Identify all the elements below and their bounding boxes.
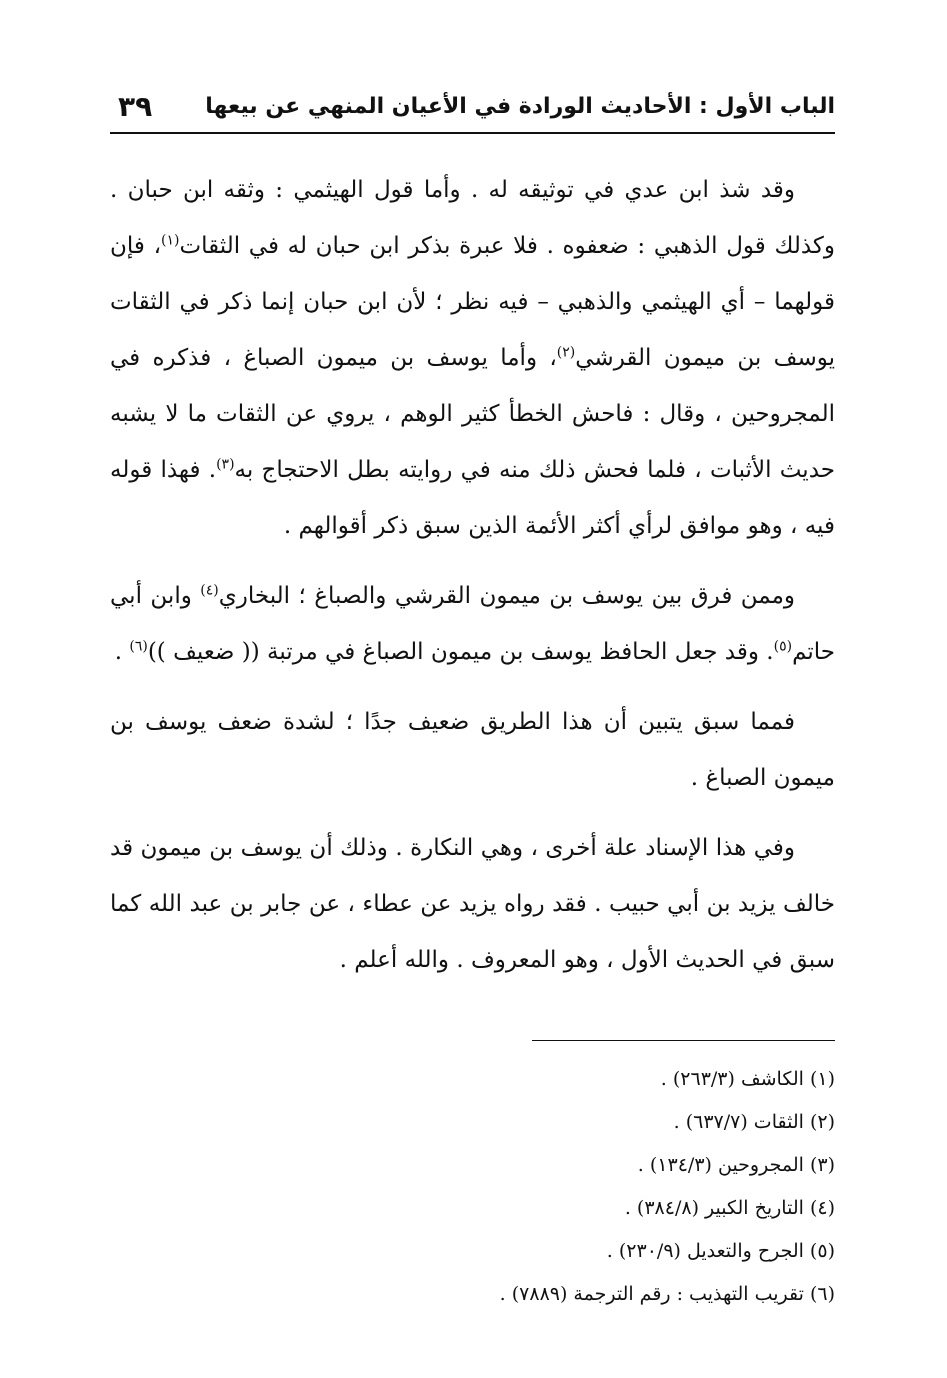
footnote-item: (١) الكاشف (٢٦٣/٣) .: [660, 1068, 835, 1090]
running-header: [110, 86, 835, 134]
footnote-item: (٣) المجروحين (١٣٤/٣) .: [637, 1154, 835, 1176]
text-run: . وقد جعل الحافظ يوسف بن ميمون الصباغ في مرتبة (( ضعيف )): [147, 639, 774, 665]
text-run: .: [114, 639, 130, 665]
paragraph: [110, 820, 835, 988]
text-run: وقد شذ ابن عدي في توثيقه له . وأما قول الهيثمي : وثقه ابن حبان . وكذلك قول الذهبي : ضعفوه . فلا عبرة بذكر ابن حبان له في الثقات: [110, 177, 835, 259]
paragraph: [110, 568, 835, 680]
text-run: وممن فرق بين يوسف بن ميمون القرشي والصباغ ؛ البخاري: [218, 583, 795, 609]
text-run: وابن أبي حاتم: [110, 583, 835, 665]
footnote-ref: (٢): [556, 344, 576, 361]
footnote-ref: (٣): [216, 456, 235, 473]
footnote-ref: (٦): [129, 638, 148, 655]
footnote-item: (٢) الثقات (٦٣٧/٧) .: [673, 1111, 835, 1133]
paragraph: [110, 694, 835, 806]
footnote-item: (٦) تقريب التهذيب : رقم الترجمة (٧٨٨٩) .: [499, 1283, 835, 1305]
footnote-item: (٤) التاريخ الكبير (٣٨٤/٨) .: [624, 1197, 835, 1219]
text-run: ، فإن قولهما – أي الهيثمي والذهبي – فيه نظر ؛ لأن ابن حبان إنما ذكر في الثقات يوسف بن ميمون القرشي: [110, 233, 836, 371]
text-run: . فهذا قوله فيه ، وهو موافق لرأي أكثر الأئمة الذين سبق ذكر أقوالهم .: [110, 457, 835, 539]
footnote-item: (٥) الجرح والتعديل (٢٣٠/٩) .: [606, 1240, 835, 1262]
footnote-divider: [532, 1040, 835, 1041]
text-run: فمما سبق يتبين أن هذا الطريق ضعيف جدًا ؛ لشدة ضعف يوسف بن ميمون الصباغ .: [110, 709, 835, 791]
footnote-ref: (١): [161, 232, 180, 249]
page-number: ٣٩: [118, 90, 153, 123]
footnote-ref: (٥): [773, 638, 793, 655]
paragraph: [110, 162, 835, 554]
text-run: ، وأما يوسف بن ميمون الصباغ ، فذكره في المجروحين ، وقال : فاحش الخطأ كثير الوهم ، يروي عن الثقات ما لا يشبه حديث الأثبات ، فلما فحش ذلك منه في روايته بطل الاحتجاج به: [110, 345, 835, 483]
main-text: [110, 162, 835, 1002]
text-run: وفي هذا الإسناد علة أخرى ، وهي النكارة . وذلك أن يوسف بن ميمون قد خالف يزيد بن أبي حبيب . فقد رواه يزيد عن عطاء ، عن جابر بن عبد الله كما سبق في الحديث الأول ، وهو المعروف . والله أعلم .: [110, 835, 835, 973]
chapter-title: الباب الأول : الأحاديث الورادة في الأعيان المنهي عن بيعها: [205, 94, 835, 119]
footnotes-list: [110, 1058, 835, 1316]
footnote-ref: (٤): [200, 582, 219, 599]
